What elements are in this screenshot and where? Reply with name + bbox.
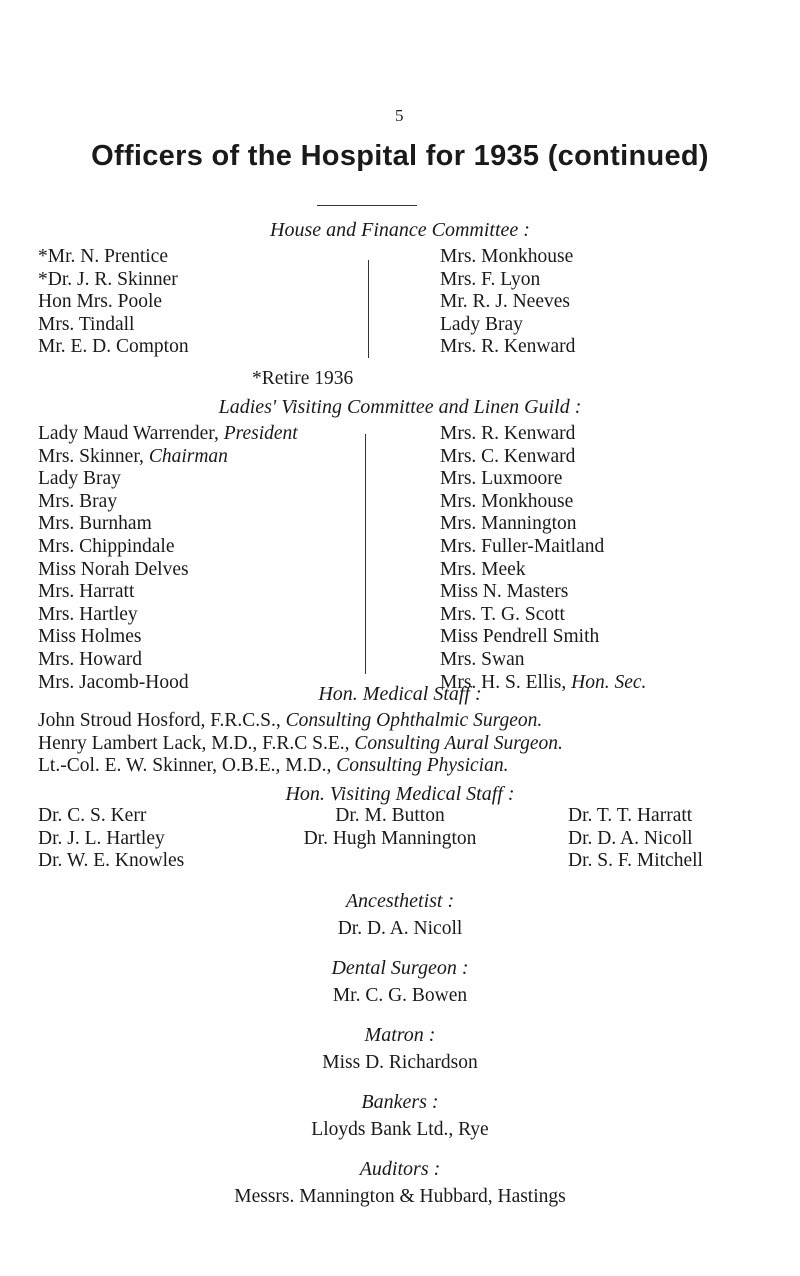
committee-member-name: Mrs. C. Kenward: [440, 445, 576, 467]
committee-member-name: Mrs. Skinner,: [38, 445, 149, 467]
committee-member-role: President: [223, 423, 298, 444]
staff-member: Dr. J. L. Hartley: [38, 827, 165, 849]
page-number: 5: [395, 106, 404, 125]
committee-member-name: Mrs. Mannington: [440, 513, 577, 535]
house-finance-right-column: [440, 246, 575, 359]
matron-name: Miss D. Richardson: [322, 1052, 478, 1073]
committee-member-role: Hon. Sec.: [571, 671, 647, 693]
staff-member: [38, 755, 563, 778]
committee-member: [440, 513, 646, 536]
staff-member: Dr. S. F. Mitchell: [568, 850, 703, 872]
matron-heading: Matron :: [364, 1024, 436, 1046]
visiting-staff-left-column: [38, 805, 184, 873]
committee-member-name: Mrs. Chippindale: [38, 535, 175, 557]
committee-member-name: Mrs. R. Kenward: [440, 423, 576, 444]
ladies-committee-right-column: [440, 423, 646, 694]
committee-member: Lady Bray: [440, 313, 523, 335]
auditors-heading: Auditors :: [359, 1158, 441, 1180]
committee-member: *Mr. N. Prentice: [38, 246, 168, 267]
anaesthetist-heading: Ancesthetist :: [345, 890, 455, 912]
staff-member-role: Consulting Physician.: [336, 755, 509, 777]
visiting-staff-middle-column: [240, 805, 540, 850]
staff-member-role: Consulting Ophthalmic Surgeon.: [285, 710, 543, 731]
committee-member: [440, 649, 646, 672]
bankers-name: Lloyds Bank Ltd., Rye: [311, 1119, 489, 1140]
committee-member: [440, 581, 646, 604]
ladies-committee-left-column: [38, 423, 298, 694]
committee-member-name: Mrs. T. G. Scott: [440, 603, 565, 625]
committee-member: [440, 446, 646, 469]
committee-member: [440, 536, 646, 559]
staff-member: [38, 733, 563, 756]
committee-member-name: Mrs. Monkhouse: [440, 490, 574, 512]
anaesthetist-name: Dr. D. A. Nicoll: [337, 918, 463, 939]
staff-member: Dr. D. A. Nicoll: [568, 827, 693, 849]
auditors-name: Messrs. Mannington & Hubbard, Hastings: [234, 1186, 566, 1207]
staff-member: [38, 710, 563, 733]
house-finance-left-column: [38, 246, 189, 359]
dental-surgeon-heading: Dental Surgeon :: [331, 957, 469, 979]
committee-member: [38, 626, 298, 649]
committee-member: [38, 491, 298, 514]
committee-member-role: Chairman: [148, 445, 228, 467]
committee-member-name: Mrs. Burnham: [38, 513, 152, 535]
committee-member: [38, 468, 298, 491]
committee-member: Mr. R. J. Neeves: [440, 291, 570, 313]
column-divider: [368, 260, 369, 358]
ladies-committee-heading: Ladies' Visiting Committee and Linen Guild :: [218, 396, 582, 418]
medical-staff-list: [38, 710, 563, 778]
committee-member-name: Mrs. Meek: [440, 558, 526, 580]
committee-member: Mrs. F. Lyon: [440, 268, 541, 290]
committee-member: [38, 559, 298, 582]
committee-member: [38, 536, 298, 559]
committee-member: [38, 513, 298, 536]
committee-member: [440, 604, 646, 627]
committee-member-name: Miss N. Masters: [440, 581, 569, 603]
committee-member-name: Lady Maud Warrender,: [38, 423, 224, 444]
visiting-staff-heading: Hon. Visiting Medical Staff :: [285, 783, 515, 805]
committee-member-name: Mrs. Harratt: [38, 581, 135, 603]
committee-member-name: Lady Bray: [38, 468, 121, 490]
house-finance-heading: House and Finance Committee :: [270, 219, 530, 241]
committee-member-name: Miss Pendrell Smith: [440, 626, 600, 648]
dental-surgeon-name: Mr. C. G. Bowen: [332, 985, 468, 1006]
staff-member: Dr. M. Button: [335, 805, 445, 826]
committee-member: [440, 423, 646, 446]
committee-member-name: Mrs. Luxmoore: [440, 468, 563, 490]
staff-member-role: Consulting Aural Surgeon.: [354, 732, 563, 754]
committee-member: [440, 468, 646, 491]
staff-member: Dr. Hugh Mannington: [303, 827, 477, 849]
committee-member: *Dr. J. R. Skinner: [38, 268, 178, 290]
column-divider: [365, 434, 366, 674]
committee-member: [38, 423, 298, 446]
committee-member-name: Mrs. Howard: [38, 648, 142, 670]
committee-member: Mrs. R. Kenward: [440, 336, 576, 358]
medical-staff-heading: Hon. Medical Staff :: [318, 683, 482, 705]
staff-member: Dr. T. T. Harratt: [568, 805, 693, 826]
bankers-heading: Bankers :: [361, 1091, 439, 1113]
retire-footnote: *Retire 1936: [252, 368, 354, 389]
committee-member-name: Mrs. Bray: [38, 490, 118, 512]
committee-member: [440, 491, 646, 514]
committee-member-name: Mrs. Fuller-Maitland: [440, 535, 605, 557]
committee-member: Hon Mrs. Poole: [38, 291, 163, 313]
committee-member: [38, 581, 298, 604]
committee-member: Mrs. Monkhouse: [440, 246, 574, 267]
committee-member: [38, 604, 298, 627]
staff-member: Dr. W. E. Knowles: [38, 850, 185, 872]
committee-member-name: Mrs. Hartley: [38, 603, 138, 625]
staff-member-name: Lt.-Col. E. W. Skinner, O.B.E., M.D.,: [38, 755, 337, 777]
committee-member: Mr. E. D. Compton: [38, 336, 189, 358]
staff-member-name: John Stroud Hosford, F.R.C.S.,: [38, 710, 286, 731]
committee-member-name: Miss Norah Delves: [38, 558, 189, 580]
visiting-staff-right-column: [568, 805, 703, 873]
committee-member-name: Miss Holmes: [38, 626, 142, 648]
committee-member: [38, 446, 298, 469]
staff-member-name: Henry Lambert Lack, M.D., F.R.C S.E.,: [38, 732, 355, 754]
committee-member: [38, 649, 298, 672]
committee-member-name: Mrs. Jacomb-Hood: [38, 671, 189, 693]
committee-member: [440, 559, 646, 582]
committee-member-name: Mrs. Swan: [440, 648, 525, 670]
committee-member-name: Mrs. H. S. Ellis,: [440, 671, 572, 693]
title-divider: [317, 205, 417, 206]
committee-member: [440, 626, 646, 649]
committee-member: Mrs. Tindall: [38, 313, 135, 335]
page-title: Officers of the Hospital for 1935 (continued): [91, 140, 709, 172]
staff-member: Dr. C. S. Kerr: [38, 805, 147, 826]
